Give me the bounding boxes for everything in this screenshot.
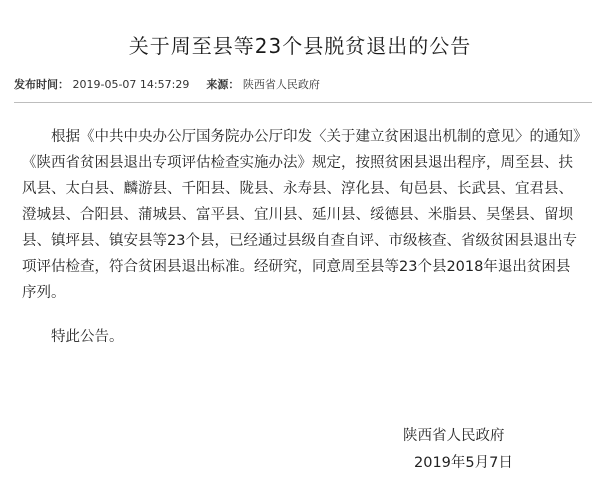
page-title: 关于周至县等23个县脱贫退出的公告: [128, 34, 472, 58]
article-meta: [14, 76, 320, 92]
signature-date: 2019年5月7日: [414, 455, 513, 471]
closing-line: 特此公告。: [51, 329, 124, 345]
source-label: 来源：: [206, 78, 240, 91]
published-label: 发布时间：: [14, 78, 69, 91]
header-divider: [14, 102, 592, 103]
article-body: [22, 124, 582, 350]
signature-organization: 陕西省人民政府: [403, 428, 505, 444]
source-name: 陕西省人民政府: [242, 78, 320, 91]
body-paragraph: 根据《中共中央办公厅国务院办公厅印发〈关于建立贫困退出机制的意见〉的通知》《陕西省贫困县退出专项评估检查实施办法》规定，按照贫困县退出程序，周至县、扶风县、太白县、麟游县、千阳县、陇县、永寿县、淳化县、旬邑县、长武县、宜君县、澄城县、合阳县、蒲城县、富平县、宜川县、延川县、绥德县、米脂县、吴堡县、留坝县、镇坪县、镇安县等23个县，已经通过县级自查自评、市级核查、省级贫困县退出专项评估检查，符合贫困县退出标准。经研究，同意周至县等23个县2018年退出贫困县序列。: [22, 129, 581, 301]
published-time: 2019-05-07 14:57:29: [72, 78, 190, 91]
